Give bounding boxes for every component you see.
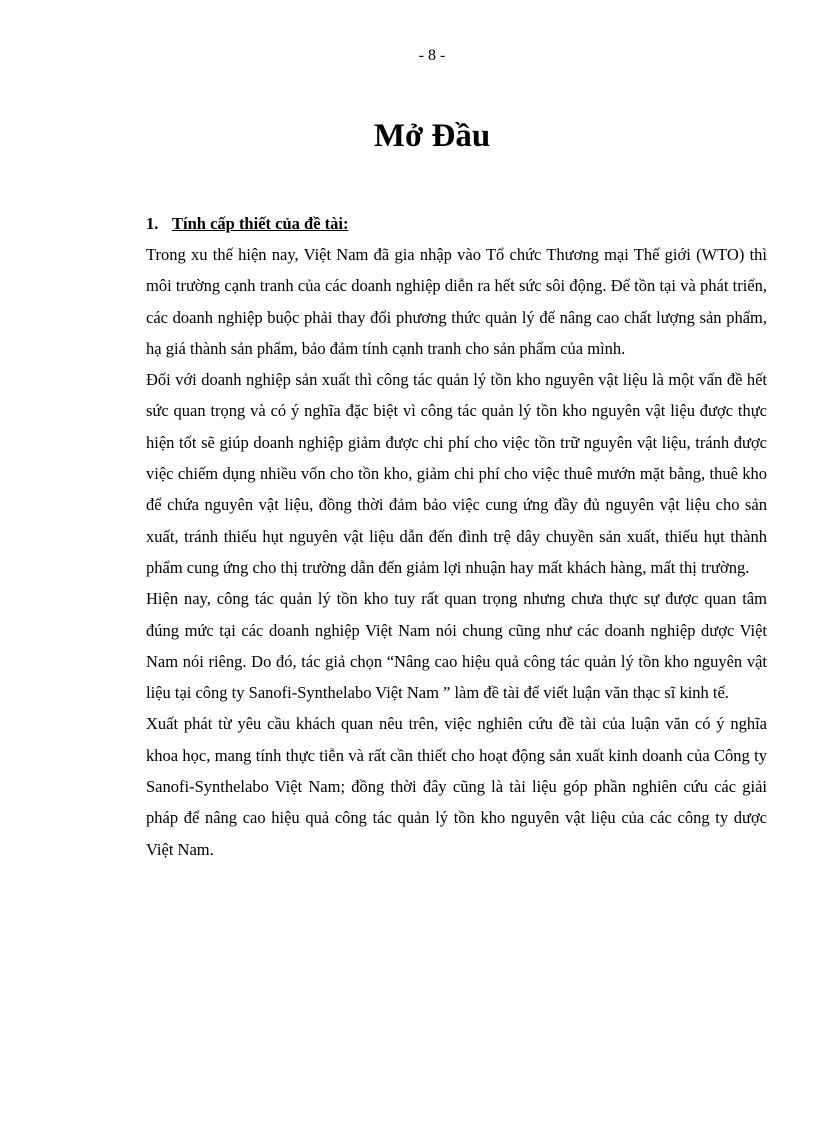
content-body [146, 208, 767, 865]
chapter-title: Mở Đầu [373, 118, 491, 154]
section-heading [146, 208, 767, 239]
paragraph-wto-context: Trong xu thế hiện nay, Việt Nam đã gia nhập vào Tổ chức Thương mại Thế giới (WTO) thì môi trường cạnh tranh của các doanh nghiệp diễn ra hết sức sôi động. Để tồn tại và phát triển, các doanh nghiệp buộc phải thay đổi phương thức quản lý để nâng cao chất lượng sản phẩm, hạ giá thành sản phẩm, bảo đảm tính cạnh tranh cho sản phẩm của mình. [146, 245, 767, 358]
page-number: - 8 - [418, 47, 446, 64]
paragraph-inventory-importance: Đối với doanh nghiệp sản xuất thì công tác quản lý tồn kho nguyên vật liệu là một vấn đề hết sức quan trọng và có ý nghĩa đặc biệt vì công tác quản lý tồn kho nguyên vật liệu được thực hiện tốt sẽ giúp doanh nghiệp giảm được chi phí cho việc tồn trữ nguyên vật liệu, tránh được việc chiếm dụng nhiều vốn cho tồn kho, giảm chi phí cho việc thuê mướn mặt bằng, thuê kho để chứa nguyên vật liệu, đồng thời đảm bảo việc cung ứng đầy đủ nguyên vật liệu cho sản xuất, tránh thiếu hụt nguyên vật liệu dẫn đến đình trệ dây chuyền sản xuất, thiếu hụt thành phẩm cung ứng cho thị trường dẫn đến giảm lợi nhuận hay mất khách hàng, mất thị trường. [146, 370, 767, 577]
paragraph-topic-choice: Hiện nay, công tác quản lý tồn kho tuy rất quan trọng nhưng chưa thực sự được quan tâm đúng mức tại các doanh nghiệp Việt Nam nói chung cũng như các doanh nghiệp dược Việt Nam nói riêng. Do đó, tác giả chọn “Nâng cao hiệu quả công tác quản lý tồn kho nguyên vật liệu tại công ty Sanofi-Synthelabo Việt Nam ” làm đề tài để viết luận văn thạc sĩ kinh tế. [146, 589, 767, 703]
section-number: 1. [146, 214, 159, 233]
paragraph-research-significance: Xuất phát từ yêu cầu khách quan nêu trên, việc nghiên cứu đề tài của luận văn có ý nghĩa khoa học, mang tính thực tiễn và rất cần thiết cho hoạt động sản xuất kinh doanh của Công ty Sanofi-Synthelabo Việt Nam; đồng thời đây cũng là tài liệu góp phần nghiên cứu các giải pháp để nâng cao hiệu quả công tác quản lý tồn kho nguyên vật liệu của các công ty dược Việt Nam. [146, 714, 767, 859]
section-title: Tính cấp thiết của đề tài: [172, 214, 349, 233]
